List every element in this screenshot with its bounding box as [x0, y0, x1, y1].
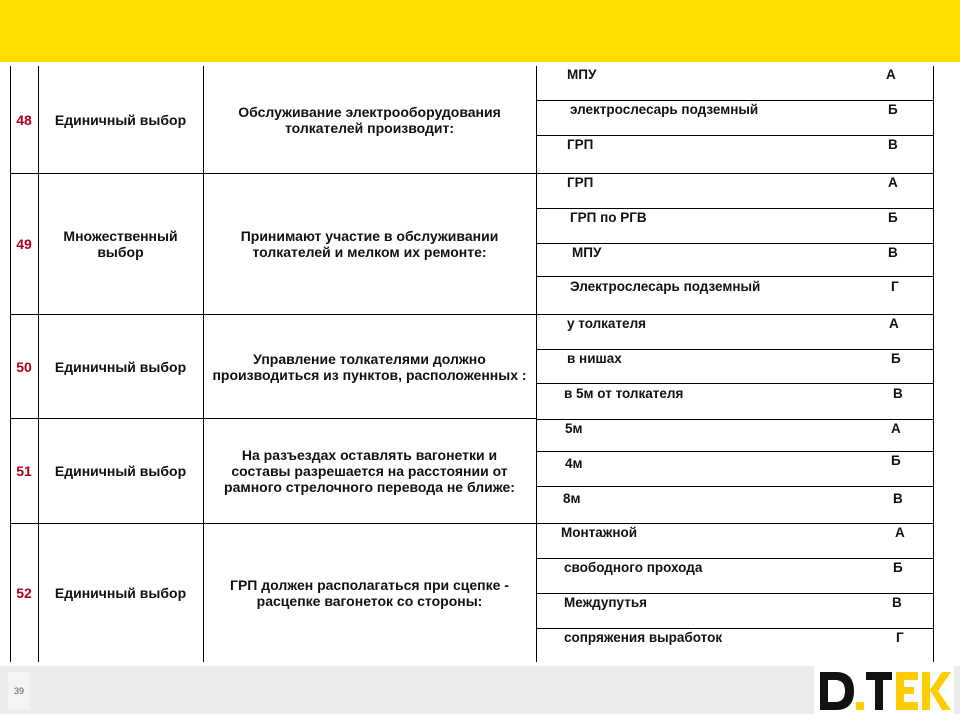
column-divider — [203, 66, 204, 662]
answer-letter: В — [888, 245, 898, 260]
answer-option — [537, 174, 933, 209]
question-type: Единичный выбор — [54, 111, 187, 128]
question-text: ГРП должен располагаться при сцепке - расцепке вагонеток со стороны: — [230, 577, 509, 609]
question-text: Управление толкателями должно производиться из пунктов, расположенных : — [212, 350, 527, 383]
answer-text: свободного прохода — [564, 560, 703, 575]
page-number: 39 — [8, 672, 30, 710]
answer-option — [537, 384, 933, 419]
question-row-48 — [10, 66, 536, 174]
answer-option — [537, 559, 933, 594]
question-text: На разъездах оставлять вагонетки и составы разрешается на расстоянии от рамного стрелочного перевода не ближе: — [224, 447, 515, 495]
answer-option — [537, 419, 933, 452]
answer-letter: В — [893, 386, 903, 401]
answer-option — [537, 629, 933, 662]
answer-text: 8м — [563, 491, 581, 506]
answer-option — [537, 66, 933, 101]
question-row-52 — [10, 524, 536, 662]
answer-option — [537, 350, 933, 384]
question-row-50 — [10, 315, 536, 419]
answer-text: 4м — [565, 456, 583, 471]
answer-option — [537, 244, 933, 277]
answer-option — [537, 101, 933, 136]
answer-option — [537, 315, 933, 350]
question-number: 49 — [16, 236, 32, 252]
answer-letter: Б — [888, 210, 898, 225]
answer-option — [537, 209, 933, 244]
header-banner — [0, 0, 960, 62]
answer-text: в нишах — [567, 351, 622, 366]
question-text: Обслуживание электрооборудования толкателей производит: — [238, 103, 501, 136]
answers-column — [536, 66, 934, 662]
question-row-51 — [10, 419, 536, 524]
answer-letter: А — [895, 525, 905, 540]
question-number: 51 — [16, 463, 32, 479]
question-number: 48 — [16, 111, 32, 128]
answer-letter: А — [889, 316, 899, 331]
answer-letter: Б — [888, 102, 898, 117]
answer-text: ГРП — [567, 175, 594, 190]
answer-option — [537, 594, 933, 629]
answer-option — [537, 452, 933, 487]
answer-option — [537, 487, 933, 524]
answer-letter: Б — [893, 560, 903, 575]
question-row-49 — [10, 174, 536, 315]
answer-letter: Б — [891, 453, 901, 468]
answer-letter: В — [888, 137, 898, 152]
answer-letter: А — [886, 67, 896, 82]
answer-text: электрослесарь подземный — [570, 102, 759, 117]
column-divider — [10, 66, 11, 662]
answer-letter: Г — [891, 279, 899, 294]
question-type: Единичный выбор — [54, 585, 187, 601]
column-divider — [38, 66, 39, 662]
question-number: 50 — [16, 358, 32, 375]
answer-text: МПУ — [567, 67, 597, 82]
answer-option — [537, 277, 933, 315]
question-type: Единичный выбор — [54, 358, 187, 375]
question-text: Принимают участие в обслуживании толкателей и мелком их ремонте: — [240, 228, 499, 260]
answer-letter: Г — [896, 630, 904, 645]
answer-text: Монтажной — [561, 525, 638, 540]
question-type: Единичный выбор — [54, 463, 187, 479]
answer-letter: А — [888, 175, 898, 190]
answer-text: у толкателя — [567, 316, 647, 331]
answer-text: 5м — [565, 421, 583, 436]
answer-text: ГРП — [567, 137, 594, 152]
dtek-logo — [814, 666, 954, 716]
answer-text: сопряжения выработок — [564, 630, 723, 645]
answer-option — [537, 136, 933, 174]
answer-text: МПУ — [572, 245, 602, 260]
answer-option — [537, 524, 933, 559]
answer-letter: В — [893, 491, 903, 506]
answer-letter: Б — [891, 351, 901, 366]
question-number: 52 — [16, 585, 32, 601]
answer-letter: В — [892, 595, 902, 610]
question-type: Множественный выбор — [63, 228, 178, 260]
answer-text: в 5м от толкателя — [564, 386, 684, 401]
answer-letter: А — [891, 421, 901, 436]
answer-text: ГРП по РГВ — [570, 210, 647, 225]
answer-text: Электрослесарь подземный — [570, 279, 761, 294]
answer-text: Междупутья — [564, 595, 648, 610]
